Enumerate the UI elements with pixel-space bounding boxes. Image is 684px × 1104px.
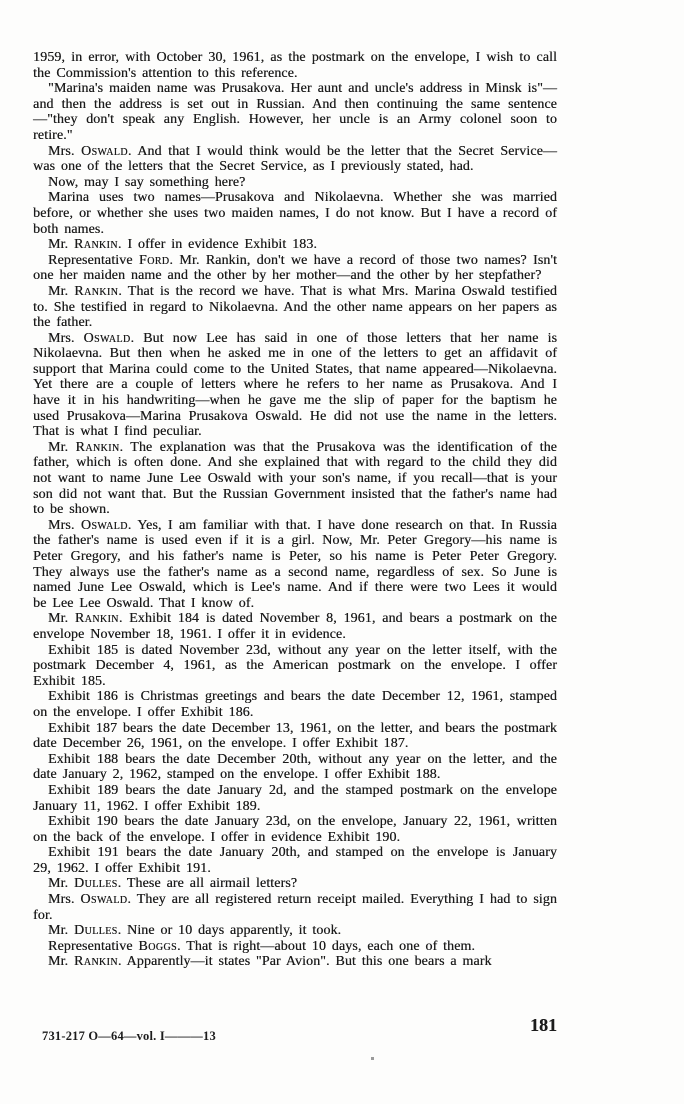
speaker-name: Rankin (73, 237, 118, 253)
paragraph: Mrs. Oswald. And that I would think would be the letter that the Secret Service—was one of the letters that the Secret Service, as I previously stated, had. (33, 143, 558, 175)
paragraph: Exhibit 191 bears the date January 20th, and stamped on the envelope is January 29, 1962. I offer Exhibit 191. (33, 845, 557, 876)
paragraph: Mr. Dulles. These are all airmail letters? (48, 876, 298, 892)
paragraph: Marina uses two names—Prusakova and Nikolaevna. Whether she was married before, or whether she uses two maiden names, I do not know. But I have a record of both names. (33, 190, 557, 237)
speaker-name: Dulles (73, 876, 118, 892)
speaker-name: Oswald (80, 143, 128, 159)
speaker-name: Rankin (73, 954, 118, 970)
paragraph: Mr. Dulles. Nine or 10 days apparently, it took. (48, 923, 342, 939)
paragraph: 1959, in error, with October 30, 1961, as the postmark on the envelope, I wish to call the Commission's attention to this reference. (33, 50, 557, 81)
speaker-name: Oswald (80, 892, 128, 908)
paragraph: Representative Boggs. That is right—about 10 days, each one of them. (48, 938, 476, 954)
speaker-name: Rankin (74, 283, 119, 299)
paragraph: Representative Ford. Mr. Rankin, don't we have a record of those two names? Isn't one her maiden name and the other by her mother—and the other by her stepfather? (33, 252, 557, 284)
speaker-name: Oswald (80, 517, 128, 533)
paragraph: Mrs. Oswald. Yes, I am familiar with that. I have done research on that. In Russia the father's name is used even if it is a girl. Now, Mr. Peter Gregory—his name is Peter Gregory, and his father's name is Peter, so his name is Peter Peter Gregory. They always use the father's name as a second name, regardless of sex. So June is named June Lee Oswald, which is Lee's name. And if there were two Lees it would be Lee Lee Oswald. That I know of. (33, 517, 557, 611)
page-number: 181 (530, 1015, 557, 1035)
speaker-name: Dulles (73, 923, 118, 939)
speaker-name: Rankin (75, 439, 120, 455)
paragraph: Exhibit 187 bears the date December 13, 1961, on the letter, and bears the postmark date December 26, 1961, on the envelope. I offer Exhibit 187. (33, 720, 557, 752)
paragraph: Mrs. Oswald. But now Lee has said in one of those letters that her name is Nikolaevna. But then when he asked me in one of the letters to get an affidavit of support that Marina could come to the United States, that name appeared—Nikolaevna. Yet there are a couple of letters where he refers to her name as Prusakova. And I have it in his handwriting—when he gave me the slip of paper for the baptism he used Prusakova—Marina Prusakova Oswald. He did not use the name in the letters. That is what I find peculiar. (33, 330, 557, 440)
paragraph: Exhibit 189 bears the date January 2d, and the stamped postmark on the envelope January 11, 1962. I offer Exhibit 189. (33, 782, 557, 814)
speaker-name: Rankin (74, 611, 119, 627)
paragraph: Exhibit 188 bears the date December 20th, without any year on the letter, and the date January 2, 1962, stamped on the envelope. I offer Exhibit 188. (33, 751, 557, 783)
paragraph: Exhibit 190 bears the date January 23d, on the envelope, January 22, 1961, written on the back of the envelope. I offer in evidence Exhibit 190. (33, 814, 557, 845)
speaker-name: Boggs (138, 938, 177, 954)
speaker-name: Ford (138, 252, 170, 268)
paragraph: Mr. Rankin. Exhibit 184 is dated November 8, 1961, and bears a postmark on the envelope November 18, 1961. I offer it in evidence. (33, 611, 557, 642)
paragraph: Mr. Rankin. I offer in evidence Exhibit 183. (48, 237, 317, 253)
paragraph: Exhibit 186 is Christmas greetings and bears the date December 12, 1961, stamped on the envelope. I offer Exhibit 186. (33, 689, 557, 720)
transcript-body (33, 50, 557, 970)
paragraph: Now, may I say something here? (48, 174, 246, 190)
paragraph: Mr. Rankin. The explanation was that the Prusakova was the identification of the father, which is often done. And she explained that with regard to the child they did not want to name June Lee Oswald with your son's name, if you recall—that is your son did not want that. But the Russian Government insisted that the father's name had to be shown. (33, 439, 557, 518)
ink-speck (371, 1057, 374, 1060)
paragraph: Mr. Rankin. That is the record we have. That is what Mrs. Marina Oswald testified to. She testified in regard to Nikolaevna. And the other name appears on her papers as the father. (33, 283, 557, 331)
footer-imprint: 731-217 O—64—vol. I———13 (42, 1029, 216, 1043)
paragraph: Mrs. Oswald. They are all registered return receipt mailed. Everything I had to sign for. (33, 892, 557, 923)
paragraph: Mr. Rankin. Apparently—it states "Par Avion". But this one bears a mark (48, 954, 492, 970)
paragraph: Exhibit 185 is dated November 23d, without any year on the letter itself, with the postmark December 4, 1961, as the American postmark on the envelope. I offer Exhibit 185. (33, 642, 557, 689)
paragraph: "Marina's maiden name was Prusakova. Her aunt and uncle's address in Minsk is"—and then the address is set out in Russian. And then continuing the same sentence—"they don't speak any English. However, her uncle is an Army colonel soon to retire." (33, 81, 557, 143)
speaker-name: Oswald (83, 330, 131, 346)
